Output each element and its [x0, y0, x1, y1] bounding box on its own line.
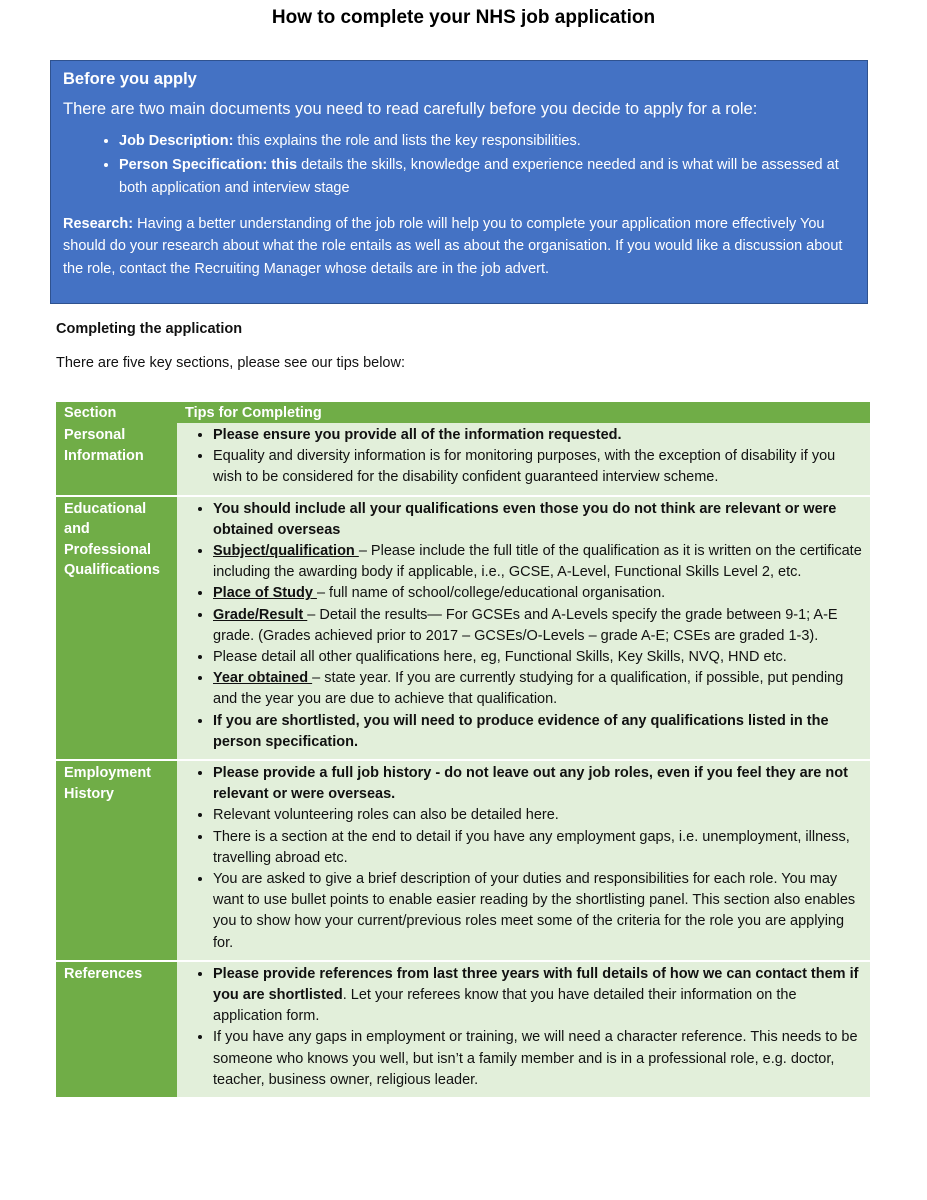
- completing-intro: There are five key sections, please see our tips below:: [56, 355, 405, 371]
- list-item: [213, 1027, 862, 1091]
- list-item: [213, 605, 862, 647]
- tip-bold-text: Please provide a full job history - do not leave out any job roles, even if you feel they are not relevant or were overseas.: [213, 765, 848, 803]
- list-item: [213, 583, 862, 604]
- section-label: References: [56, 961, 177, 1098]
- bullet-text: details the skills, knowledge and experience needed and is what will be assessed at both application and interview stage: [119, 156, 839, 196]
- tip-text: Please detail all other qualifications here, eg, Functional Skills, Key Skills, NVQ, HND etc.: [213, 649, 787, 666]
- table-row: [56, 961, 870, 1098]
- research-text: Having a better understanding of the job role will help you to complete your application more effectively You should do your research about what the role entails as well as about the organisation. If you would like a discussion about the role, contact the Recruiting Manager whose details are in the job advert.: [63, 215, 843, 277]
- bullet-text: this explains the role and lists the key responsibilities.: [233, 133, 581, 149]
- tip-bold-text: Please provide references from last three years with full details of how we can contact them if you are shortlisted: [213, 965, 859, 1004]
- bullet-bold: Job Description:: [119, 133, 234, 149]
- table-row: [56, 496, 870, 760]
- tip-field-name: Year obtained: [213, 670, 313, 687]
- tip-text: – full name of school/college/educational organisation.: [316, 585, 666, 602]
- before-apply-heading: Before you apply: [63, 70, 197, 88]
- tip-field-name: Place of Study: [213, 585, 317, 602]
- before-you-apply-box: [50, 60, 868, 304]
- tip-text: There is a section at the end to detail if you have any employment gaps, i.e. unemployment, illness, travelling abroad etc.: [213, 828, 850, 866]
- tip-text: Equality and diversity information is for monitoring purposes, with the exception of disability if you wish to be considered for the disability confident guaranteed interview scheme.: [213, 448, 836, 486]
- tips-list: [185, 964, 862, 1091]
- table-row: [56, 423, 870, 496]
- list-item: [213, 827, 862, 869]
- list-item: [213, 499, 862, 541]
- list-item: [213, 425, 862, 446]
- page-title: How to complete your NHS job application: [271, 7, 656, 28]
- section-label: Employment History: [56, 760, 177, 961]
- tips-list: [185, 763, 862, 954]
- completing-heading: Completing the application: [56, 321, 243, 337]
- list-item: [213, 711, 862, 753]
- tips-cell: [177, 760, 870, 961]
- list-item: [213, 869, 862, 954]
- tip-field-name: Subject/qualification: [213, 543, 359, 560]
- tip-bold-text: If you are shortlisted, you will need to produce evidence of any qualifications listed in the person specification.: [213, 712, 829, 750]
- tips-list: [185, 425, 862, 489]
- table-header-row: [56, 402, 870, 423]
- tip-text: Relevant volunteering roles can also be detailed here.: [213, 807, 559, 824]
- list-item: [213, 647, 862, 668]
- tips-table: [56, 402, 870, 1099]
- tip-text: – Please include the full title of the qualification as it is written on the certificate including the awarding body if applicable, i.e., GCSE, A-Level, Functional Skills Level 2, etc.: [213, 543, 862, 581]
- column-header-section: Section: [56, 402, 177, 423]
- tip-text: You are asked to give a brief description of your duties and responsibilities for each role. You may want to use bullet points to enable easier reading by the shortlisting panel. This section also enables you to show how your current/previous roles meet some of the criteria for the role you are applying for.: [213, 871, 856, 951]
- list-item: [213, 805, 862, 826]
- tip-text: . Let your referees know that you have detailed their information on the application form.: [213, 987, 797, 1025]
- bullet-bold: Person Specification: this: [119, 156, 298, 173]
- research-paragraph: [63, 213, 855, 281]
- section-label: Educational and Professional Qualifications: [56, 496, 177, 760]
- tips-list: [185, 499, 862, 753]
- tips-cell: [177, 961, 870, 1098]
- table-row: [56, 760, 870, 961]
- list-item: [213, 964, 862, 1028]
- list-item: [119, 130, 855, 154]
- tip-text: – Detail the results— For GCSEs and A-Levels specify the grade between 9-1; A-E grade. (Grades achieved prior to 2017 – GCSEs/O-Levels – grade A-E; CSEs are graded 1-3).: [213, 606, 838, 644]
- list-item: [213, 446, 862, 488]
- documents-list: [63, 130, 855, 201]
- list-item: [213, 668, 862, 710]
- tip-bold-text: You should include all your qualifications even those you do not think are relevant or were obtained overseas: [213, 500, 837, 538]
- tips-cell: [177, 423, 870, 496]
- column-header-tips: Tips for Completing: [177, 402, 870, 423]
- tip-field-name: Grade/Result: [213, 606, 308, 623]
- tips-table-body: [56, 423, 870, 1098]
- research-label: Research:: [63, 215, 134, 232]
- before-apply-intro: There are two main documents you need to read carefully before you decide to apply for a role:: [63, 100, 758, 118]
- list-item: [119, 154, 855, 201]
- tip-text: – state year. If you are currently studying for a qualification, if possible, put pending and the year you are due to achieve that qualification.: [213, 670, 844, 708]
- tip-text: If you have any gaps in employment or training, we will need a character reference. This needs to be someone who knows you well, but isn’t a family member and is in a professional role, e.g. doctor, teacher, business owner, religious leader.: [213, 1029, 858, 1088]
- tip-bold-text: Please ensure you provide all of the information requested.: [213, 427, 622, 443]
- tips-cell: [177, 496, 870, 760]
- section-label: Personal Information: [56, 423, 177, 496]
- list-item: [213, 541, 862, 583]
- list-item: [213, 763, 862, 805]
